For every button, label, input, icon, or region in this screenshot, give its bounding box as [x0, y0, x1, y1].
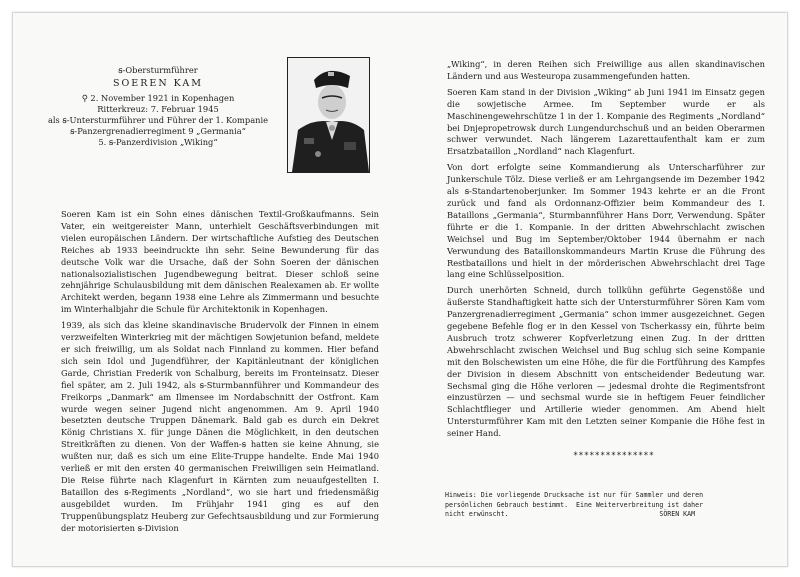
person-name: SOEREN KAM [113, 78, 203, 89]
birth-line: ⚲ 2. November 1921 in Kopenhagen [81, 93, 235, 103]
portrait-icon [288, 58, 369, 172]
header-block [43, 65, 273, 148]
rank-title: ꞩ-Obersturmführer [118, 65, 198, 75]
portrait-photo [287, 57, 370, 173]
role-line-3: 5. ꞩ-Panzerdivision „Wiking“ [98, 137, 218, 147]
document-sheet [12, 12, 788, 567]
paragraph: 1939, als sich das kleine skandinavische Brudervolk der Finnen in einem verzweifelten Winterkrieg mit der mächtigen Sowjetunion befand, meldete er sich freiwillig, um als Soldat nach Finnland zu kommen. Hier befand sich sein Idol und Jugendführer, der Kapitänleutnant der königlichen Garde, Christian Frederik von Schalburg, bereits im Fronteinsatz. Dieser fiel später, am 2. Juli 1942, als ꞩ-Sturmbannführer und Kommandeur des Freikorps „Danmark“ am Ilmensee im Nordabschnitt der Ostfront. Kam wurde wegen seiner Jugend nicht angenommen. Am 9. April 1940 besetzten deutsche Truppen Dänemark. Bald gab es durch ein Dekret König Christians X. für junge Dänen die Möglichkeit, in den deutschen Streitkräften zu dienen. Von der Waffen-ꞩ hatten sie keine Ahnung, sie wußten nur, daß es sich um eine Elite-Truppe handelte. Ende Mai 1940 verließ er mit den ersten 40 germanischen Freiwilligen sein Heimatland. Die Reise führte nach Klagenfurt in Kärnten zum neuaufgestellten I. Bataillon des ꞩ-Regiments „Nordland“, wo sie hart und friedensmäßig ausgebildet wurden. Im Frühjahr 1941 ging es auf den Truppenübungsplatz Heuberg zur Gefechtsausbildung und zur Formierung der motorisierten ꞩ-Division [61, 320, 379, 533]
notice-text: Hinweis: Die vorliegende Drucksache ist nur für Sammler und deren persönlichen Gebrauch bestimmt. Eine Weiterverbreitung ist daher nicht erwünscht. SÖREN KAM [445, 491, 704, 518]
right-text-column [447, 59, 765, 444]
separator-stars: *************** [573, 451, 655, 461]
role-line-1: als ꞩ-Untersturmführer und Führer der 1. Kompanie [47, 115, 269, 125]
left-text-column [61, 209, 379, 538]
role-line-2: ꞩ-Panzergrenadierregiment 9 „Germania“ [70, 126, 246, 136]
paragraph: Durch unerhörten Schneid, durch tollkühn geführte Gegenstöße und äußerste Standhaftigkeit hatte sich der Untersturmführer Sören Kam vom Panzergrenadierregiment „Germania“ schon immer ausgezeichnet. Gegen gegebene Befehle flog er in den Kessel von Tscherkassy ein, führte beim Ausbruch trotz schwerer Kopfverletzung einen Zug. In der dritten Abwehrschlacht zwischen Weichsel und Bug schlug sich seine Kompanie mit den Bolschewisten um eine Höhe, die für die Fortführung des Kampfes der Division in diesem Abschnitt von entscheidender Bedeutung war. Sechsmal ging die Höhe verloren — jedesmal drohte die Regimentsfront einzustürzen — und sechsmal wurde sie in heftigem Feuer feindlicher Schlachtflieger und Artillerie wieder genommen. Am Abend hielt Untersturmführer Kam mit den Letzten seiner Kompanie die Höhe fest in seiner Hand. [447, 285, 765, 439]
award-line: Ritterkreuz: 7. Februar 1945 [97, 104, 219, 114]
paragraph: Soeren Kam ist ein Sohn eines dänischen Textil-Großkaufmanns. Sein Vater, ein weitgereister Mann, unterhielt Geschäftsverbindungen mit vielen europäischen Ländern. Der wirtschaftliche Aufstieg des Deutschen Reiches ab 1933 beeindruckte ihn sehr. Seine Bewunderung für das deutsche Volk war die Ursache, daß der Sohn Soeren der dänischen nationalsozialistischen Jugendbewegung beitrat. Dieser schloß seine zehnjährige Schulausbildung mit dem dänischen Realexamen ab. Er wollte Architekt werden, begann 1938 eine Lehre als Zimmermann und besuchte im Winterhalbjahr die Schule für Architektonik in Kopenhagen. [61, 209, 379, 315]
paragraph: „Wiking“, in deren Reihen sich Freiwillige aus allen skandinavischen Ländern und aus Westeuropa zusammengefunden hatten. [447, 59, 765, 81]
paragraph: Von dort erfolgte seine Kommandierung als Unterscharführer zur Junkerschule Tölz. Diese verließ er am Lehrgangsende im Dezember 1942 als ꞩ-Standartenoberjunker. Im Sommer 1943 kehrte er an die Front zurück und fand als Ordonnanz-Offizier beim Kommandeur des I. Bataillons „Germania“, Sturmbannführer Hans Dorr, Verwendung. Später führte er die 1. Kompanie. In der dritten Abwehrschlacht zwischen Weichsel und Bug im September/Oktober 1944 übernahm er nach Verwundung des Bataillonskommandeurs Martin Kruse die Führung des Restbataillons und hielt in der mörderischen Abwehrschlacht drei Tage lang eine Schlüsselposition. [447, 162, 765, 280]
paragraph: Soeren Kam stand in der Division „Wiking“ ab Juni 1941 im Einsatz gegen die sowjetische Armee. Im September wurde er als Maschinengewehrschütze 1 in der 1. Kompanie des Regiments „Nordland“ bei Dnjepropetrowsk durch Lungendurchschuß und an beiden Oberarmen schwer verwundet. Nach längerem Lazarettaufenthalt kam er zum Ersatzbataillon „Nordland“ nach Klagenfurt. [447, 86, 765, 157]
